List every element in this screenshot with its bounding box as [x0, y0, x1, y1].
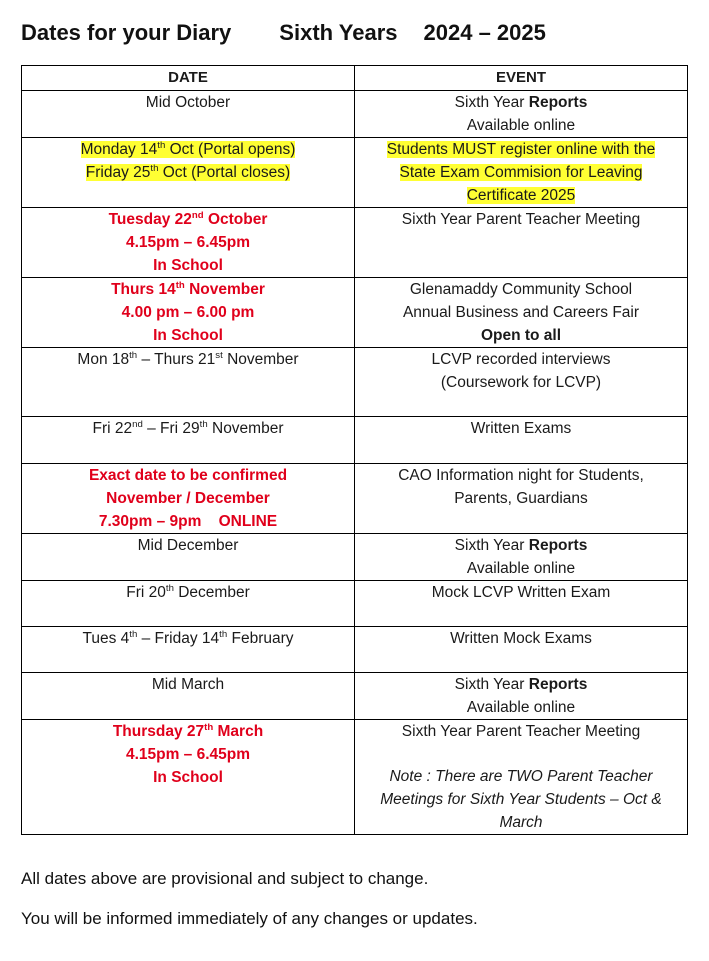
event-line: Available online — [466, 560, 576, 577]
date-line: Mon 18th – Thurs 21st November — [77, 349, 299, 368]
date-line: Thurs 14th November — [111, 279, 265, 298]
table-row — [22, 464, 688, 534]
date-line: 4.15pm – 6.45pm — [125, 234, 251, 251]
date-line: 7.30pm – 9pm ONLINE — [98, 513, 278, 530]
table-row — [22, 673, 688, 720]
highlighted-text: Students MUST register online with the — [386, 141, 656, 158]
date-line: Tues 4th – Friday 14th February — [82, 628, 294, 647]
date-line — [26, 138, 350, 161]
table-row — [22, 720, 688, 835]
event-cell — [355, 720, 688, 835]
event-line: Glenamaddy Community School — [409, 281, 633, 298]
date-line: 4.15pm – 6.45pm — [125, 746, 251, 763]
table-row — [22, 278, 688, 348]
event-text: Sixth Year — [454, 676, 529, 693]
date-cell — [22, 581, 355, 627]
title-left: Dates for your Diary — [21, 20, 232, 45]
event-line — [359, 138, 683, 161]
footer-note-updates: You will be informed immediately of any changes or updates. — [21, 909, 478, 928]
event-note-line: Note : There are TWO Parent Teacher — [389, 768, 653, 785]
event-line — [359, 673, 683, 696]
event-note-line: Meetings for Sixth Year Students – Oct & — [380, 791, 662, 808]
highlighted-text: Friday 25th Oct (Portal closes) — [85, 162, 291, 181]
title-mid: Sixth Years — [279, 20, 398, 45]
event-cell — [355, 278, 688, 348]
table-row — [22, 581, 688, 627]
event-cell — [355, 534, 688, 581]
table-header-row — [22, 66, 688, 91]
date-cell — [22, 348, 355, 417]
date-cell — [22, 278, 355, 348]
event-line — [359, 534, 683, 557]
event-line: Annual Business and Careers Fair — [402, 304, 640, 321]
date-line: In School — [153, 327, 223, 344]
event-line: Open to all — [480, 327, 562, 344]
date-line: Fri 22nd – Fri 29th November — [92, 418, 284, 437]
event-line — [359, 161, 683, 184]
event-line: Written Mock Exams — [450, 630, 592, 647]
footer-note-provisional: All dates above are provisional and subject to change. — [21, 869, 429, 888]
event-text-bold: Reports — [528, 676, 588, 693]
event-line: Written Exams — [470, 420, 572, 437]
spacer — [359, 743, 683, 765]
date-cell — [22, 627, 355, 673]
date-cell — [22, 91, 355, 138]
event-cell — [355, 581, 688, 627]
date-cell — [22, 208, 355, 278]
event-cell — [355, 627, 688, 673]
date-line: November / December — [106, 490, 270, 507]
event-cell — [355, 91, 688, 138]
event-text-bold: Reports — [528, 537, 588, 554]
date-line: 4.00 pm – 6.00 pm — [121, 304, 255, 321]
event-cell — [355, 417, 688, 464]
event-line: (Coursework for LCVP) — [440, 374, 602, 391]
table-row — [22, 138, 688, 208]
diary-table — [21, 65, 688, 835]
event-line: Parents, Guardians — [454, 490, 588, 507]
table-row — [22, 91, 688, 138]
date-line: In School — [153, 257, 223, 274]
event-line: CAO Information night for Students, — [398, 467, 644, 484]
date-cell — [22, 417, 355, 464]
date-line: Fri 20th December — [126, 582, 250, 601]
event-text-bold: Reports — [528, 94, 588, 111]
highlighted-text: Certificate 2025 — [466, 187, 576, 204]
table-row — [22, 627, 688, 673]
highlighted-text: State Exam Commision for Leaving — [399, 164, 643, 181]
table-row — [22, 348, 688, 417]
date-line: In School — [153, 769, 223, 786]
date-cell — [22, 534, 355, 581]
event-cell — [355, 464, 688, 534]
event-line — [359, 91, 683, 114]
event-note-line: March — [499, 814, 543, 831]
event-text: Sixth Year — [454, 94, 529, 111]
event-text: Sixth Year — [454, 537, 529, 554]
column-header-event: EVENT — [355, 66, 688, 91]
date-cell — [22, 138, 355, 208]
event-cell — [355, 208, 688, 278]
date-line: Mid October — [145, 94, 231, 111]
table-row — [22, 208, 688, 278]
date-line: Thursday 27th March — [112, 721, 264, 740]
table-row — [22, 534, 688, 581]
event-cell — [355, 138, 688, 208]
column-header-date: DATE — [22, 66, 355, 91]
event-line: Sixth Year Parent Teacher Meeting — [401, 211, 641, 228]
date-line: Exact date to be confirmed — [88, 467, 288, 484]
date-cell — [22, 464, 355, 534]
page-title — [21, 20, 546, 46]
event-line: Available online — [466, 699, 576, 716]
event-cell — [355, 348, 688, 417]
date-line: Mid December — [137, 537, 239, 554]
event-cell — [355, 673, 688, 720]
date-line: Tuesday 22nd October — [108, 209, 268, 228]
highlighted-text: Monday 14th Oct (Portal opens) — [80, 139, 296, 158]
date-cell — [22, 720, 355, 835]
event-line: Mock LCVP Written Exam — [431, 584, 611, 601]
table-row — [22, 417, 688, 464]
event-line — [359, 184, 683, 207]
event-line: Available online — [466, 117, 576, 134]
event-line: LCVP recorded interviews — [431, 351, 611, 368]
title-right: 2024 – 2025 — [423, 20, 546, 45]
date-cell — [22, 673, 355, 720]
date-line — [26, 161, 350, 184]
date-line: Mid March — [151, 676, 225, 693]
event-line: Sixth Year Parent Teacher Meeting — [401, 723, 641, 740]
